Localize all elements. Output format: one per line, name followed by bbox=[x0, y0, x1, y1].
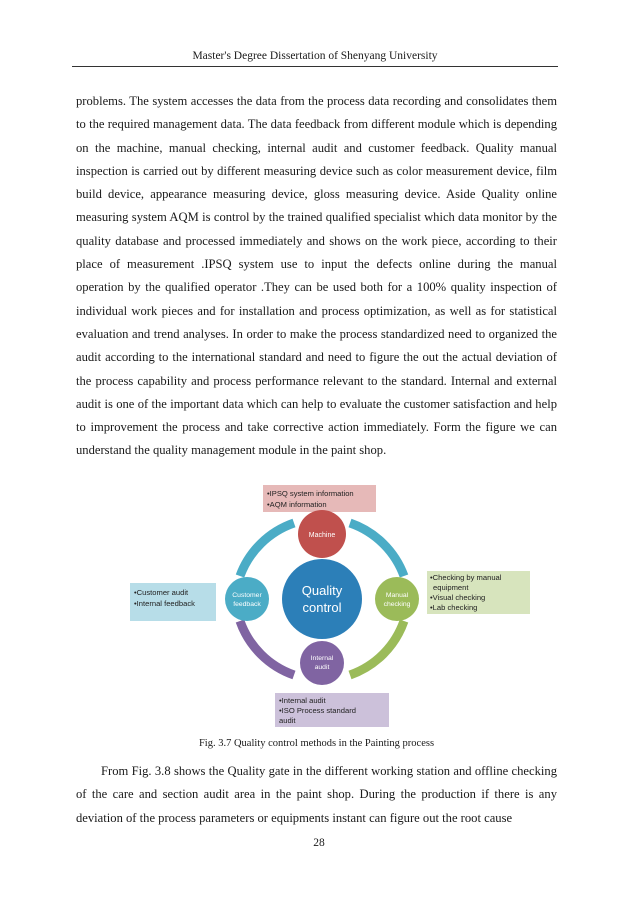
info-box-right-line-3: •Visual checking bbox=[430, 593, 486, 602]
info-box-bottom-line-2: •ISO Process standard bbox=[279, 706, 356, 715]
paragraph-1: problems. The system accesses the data from the process data recording and consolidates them to the required management data. The data feedback from different module which is depending on the machine, manual checking, internal audit and customer feedback. Quality manual inspection is carried out by different measuring device such as color measurement device, film build device, appearance measuring device, gloss measuring device. Aside Quality online measuring system AQM is control by the trained qualified specialist which data monitor by the quality database and processed immediately and shows on the work piece, according to their place of measurement .IPSQ system use to input the defects online during the manual operation by the qualified operator .They can be used both for a 100% quality inspection of individual work pieces and for installation and process optimization, as well as for statistical evaluation and trend analyses. In order to make the process standardized need to organized the audit according to the international standard and need to figure the out the actual deviation of the process capability and process performance relevant to the standard. Internal and external audit is one of the important data which can help to evaluate the customer satisfaction and help to improvement the process and take corrective action immediately. Form the figure we can understand the quality management module in the paint shop. bbox=[76, 94, 557, 458]
running-header: Master's Degree Dissertation of Shenyang University bbox=[192, 50, 438, 62]
info-box-manual-checking bbox=[427, 571, 530, 614]
quality-control-diagram bbox=[112, 483, 532, 731]
info-box-left-line-1: •Customer audit bbox=[134, 588, 189, 597]
node-customer-label-line-2: feedback bbox=[233, 601, 261, 608]
node-machine-label: Machine bbox=[308, 532, 336, 539]
header-rule bbox=[72, 66, 558, 67]
figure-caption: Fig. 3.7 Quality control methods in the Painting process bbox=[198, 738, 435, 749]
node-internal-label-line-2: audit bbox=[314, 664, 330, 671]
ring-arc-bottom-left bbox=[240, 621, 294, 675]
page-number: 28 bbox=[313, 837, 325, 849]
ring-arc-right-bottom bbox=[350, 621, 404, 675]
info-box-internal-audit bbox=[275, 693, 389, 727]
info-box-ipsq-aqm bbox=[263, 485, 376, 512]
info-box-top-line-2: •AQM information bbox=[267, 500, 327, 509]
info-box-bottom-line-1: •Internal audit bbox=[279, 696, 326, 705]
node-customer-label-line-1: Customer bbox=[232, 592, 262, 599]
info-box-right-line-2: equipment bbox=[433, 583, 469, 592]
ring-arc-left-top bbox=[240, 523, 294, 576]
node-internal-label-line-1: Internal bbox=[310, 655, 334, 662]
center-label-line-1: Quality bbox=[301, 583, 343, 598]
center-node-quality-control bbox=[282, 559, 362, 639]
info-box-bottom-line-3: audit bbox=[279, 716, 296, 725]
node-machine bbox=[298, 510, 346, 558]
paragraph-2: From Fig. 3.8 shows the Quality gate in the different working station and offline checking of the care and section audit area in the paint shop. During the production if there is any deviation of the process parameters or equipments instant can figure out the root cause bbox=[76, 764, 557, 825]
node-internal-audit bbox=[300, 641, 344, 685]
node-manual-checking bbox=[375, 577, 419, 621]
node-manual-label-line-2: checking bbox=[383, 601, 411, 608]
ring-arc-top-right bbox=[350, 523, 404, 576]
info-box-customer bbox=[130, 583, 216, 621]
node-manual-label-line-1: Manual bbox=[385, 592, 409, 599]
info-box-left-line-2: •Internal feedback bbox=[134, 599, 195, 608]
node-customer-feedback bbox=[225, 577, 269, 621]
info-box-right-line-4: •Lab checking bbox=[430, 603, 478, 612]
info-box-right-line-1: •Checking by manual bbox=[430, 573, 502, 582]
info-box-top-line-1: •IPSQ system information bbox=[267, 489, 354, 498]
center-label-line-2: control bbox=[302, 600, 342, 615]
